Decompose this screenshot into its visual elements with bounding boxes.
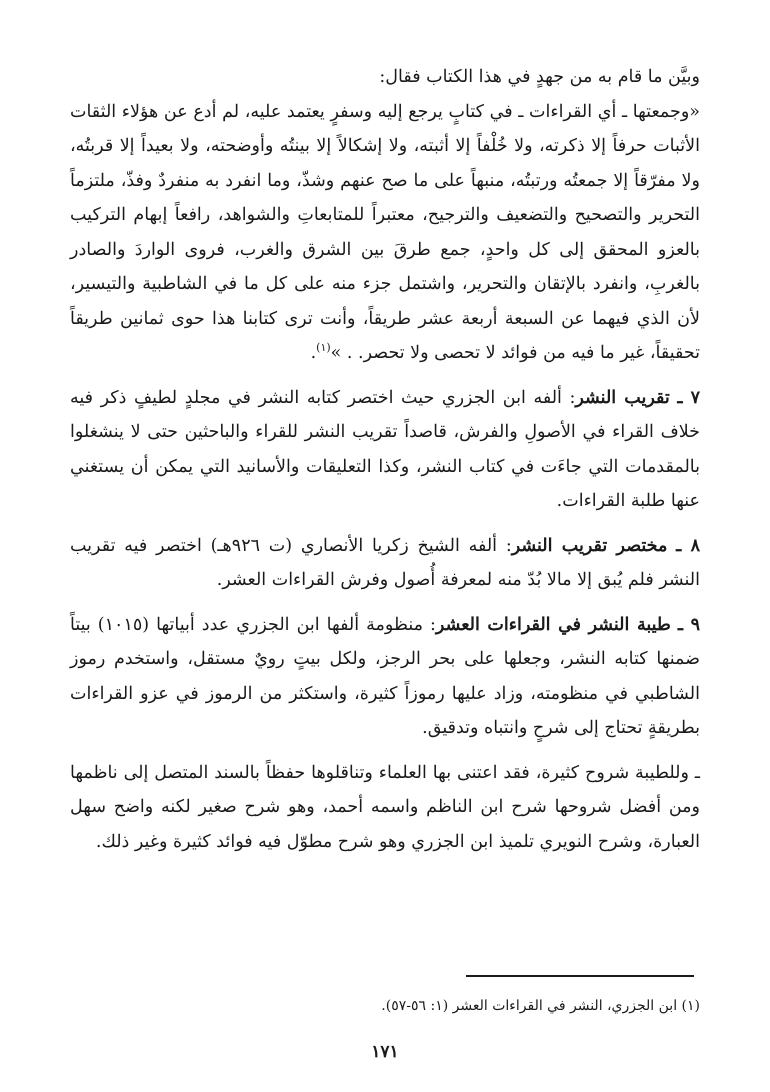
list-item [70,608,700,746]
item-number: ٩ ـ [677,614,700,635]
quote-paragraph [70,95,700,371]
item-text: : منظومة ألفها ابن الجزري عدد أبياتها (١٠١٥) بيتاً ضمنها كتابه النشر، وجعلها على بحر الرجز، ولكل بيتٍ رويٌ مستقل، واستخدم رموز الشاطبي في منظومته، وزاد عليها رموزاً كثيرة، واستكثر من الرموز في عزو القراءات بطريقةٍ تحتاج إلى شرحٍ وانتباه وتدقيق. [70,614,700,738]
quote-text: «وجمعتها ـ أي القراءات ـ في كتابٍ يرجع إليه وسفرٍ يعتمد عليه، لم أدع عن هؤلاء الثقات الأثبات حرفاً إلا ذكرته، ولا خُلْفاً إلا أثبته، ولا إشكالاً إلا بينتُه وأوضحته، ولا بعيداً إلا قربتُه، ولا مفرّقاً إلا جمعتُه ورتبتُه، منبهاً على ما صح عنهم وشذّ، وما انفرد به منفردٌ وفذّ، ملتزماً التحرير والتصحيح والتضعيف والترجيح، معتبراً للمتابعاتِ والشواهد، رافعاً إبهام التركيب بالعزو المحقق إلى كل واحدٍ، جمع طرقَ بين الشرق والغرب، فروى الواردَ والصادر بالغربِ، وانفرد بالإتقان والتحرير، واشتمل جزء منه على كل ما في الشاطبية والتيسير، لأن الذي فيهما عن السبعة أربعة عشر طريقاً، وأنت ترى كتابنا هذا حوى ثمانين طريقاً تحقيقاً، غير ما فيه من فوائد لا تحصى ولا تحصر. . » [70,101,700,363]
item-text: : ألفه الشيخ زكريا الأنصاري (ت ٩٢٦هـ) اختصر فيه تقريب النشر فلم يُبق إلا مالا بُدّ منه لمعرفة أُصول وفرش القراءات العشر. [70,535,700,590]
footnote-reference[interactable]: (١) [316,341,331,355]
closing-paragraph: ـ وللطيبة شروح كثيرة، فقد اعتنى بها العلماء وتناقلوها حفظاً بالسند المتصل إلى ناظمها ومن أفضل شروحها شرح ابن الناظم واسمه أحمد، وهو شرح صغير لكنه واضح سهل العبارة، وشرح النويري تلميذ ابن الجزري وهو شرح مطوّل فيه فوائد كثيرة وغير ذلك. [70,762,700,852]
page-body [70,60,700,859]
footnote-divider [466,975,694,977]
item-number: ٧ ـ [677,387,700,408]
item-title: طيبة النشر في القراءات العشر [435,614,671,635]
page-number: ١٧١ [371,1042,399,1062]
quote-end: . [310,343,317,363]
item-text: : ألفه ابن الجزري حيث اختصر كتابه النشر في مجلدٍ لطيفٍ ذكر فيه خلاف القراء في الأصولِ والفرش، قاصداً تقريب النشر للقراء والباحثين حتى لا ينشغلوا بالمقدمات التي جاءَت في كتاب النشر، وكذا التعليقات والأسانيد التي يمكن أن يستغني عنها طلبة القراءات. [70,387,700,511]
list-item [70,381,700,519]
footnote: (١) ابن الجزري، النشر في القراءات العشر (١: ٥٦-٥٧). [381,998,700,1014]
item-title: مختصر تقريب النشر [511,535,668,556]
item-number: ٨ ـ [676,535,700,556]
intro-line: وبيَّن ما قام به من جهدٍ في هذا الكتاب فقال: [379,67,700,87]
item-title: تقريب النشر [575,387,670,408]
list-item [70,529,700,598]
